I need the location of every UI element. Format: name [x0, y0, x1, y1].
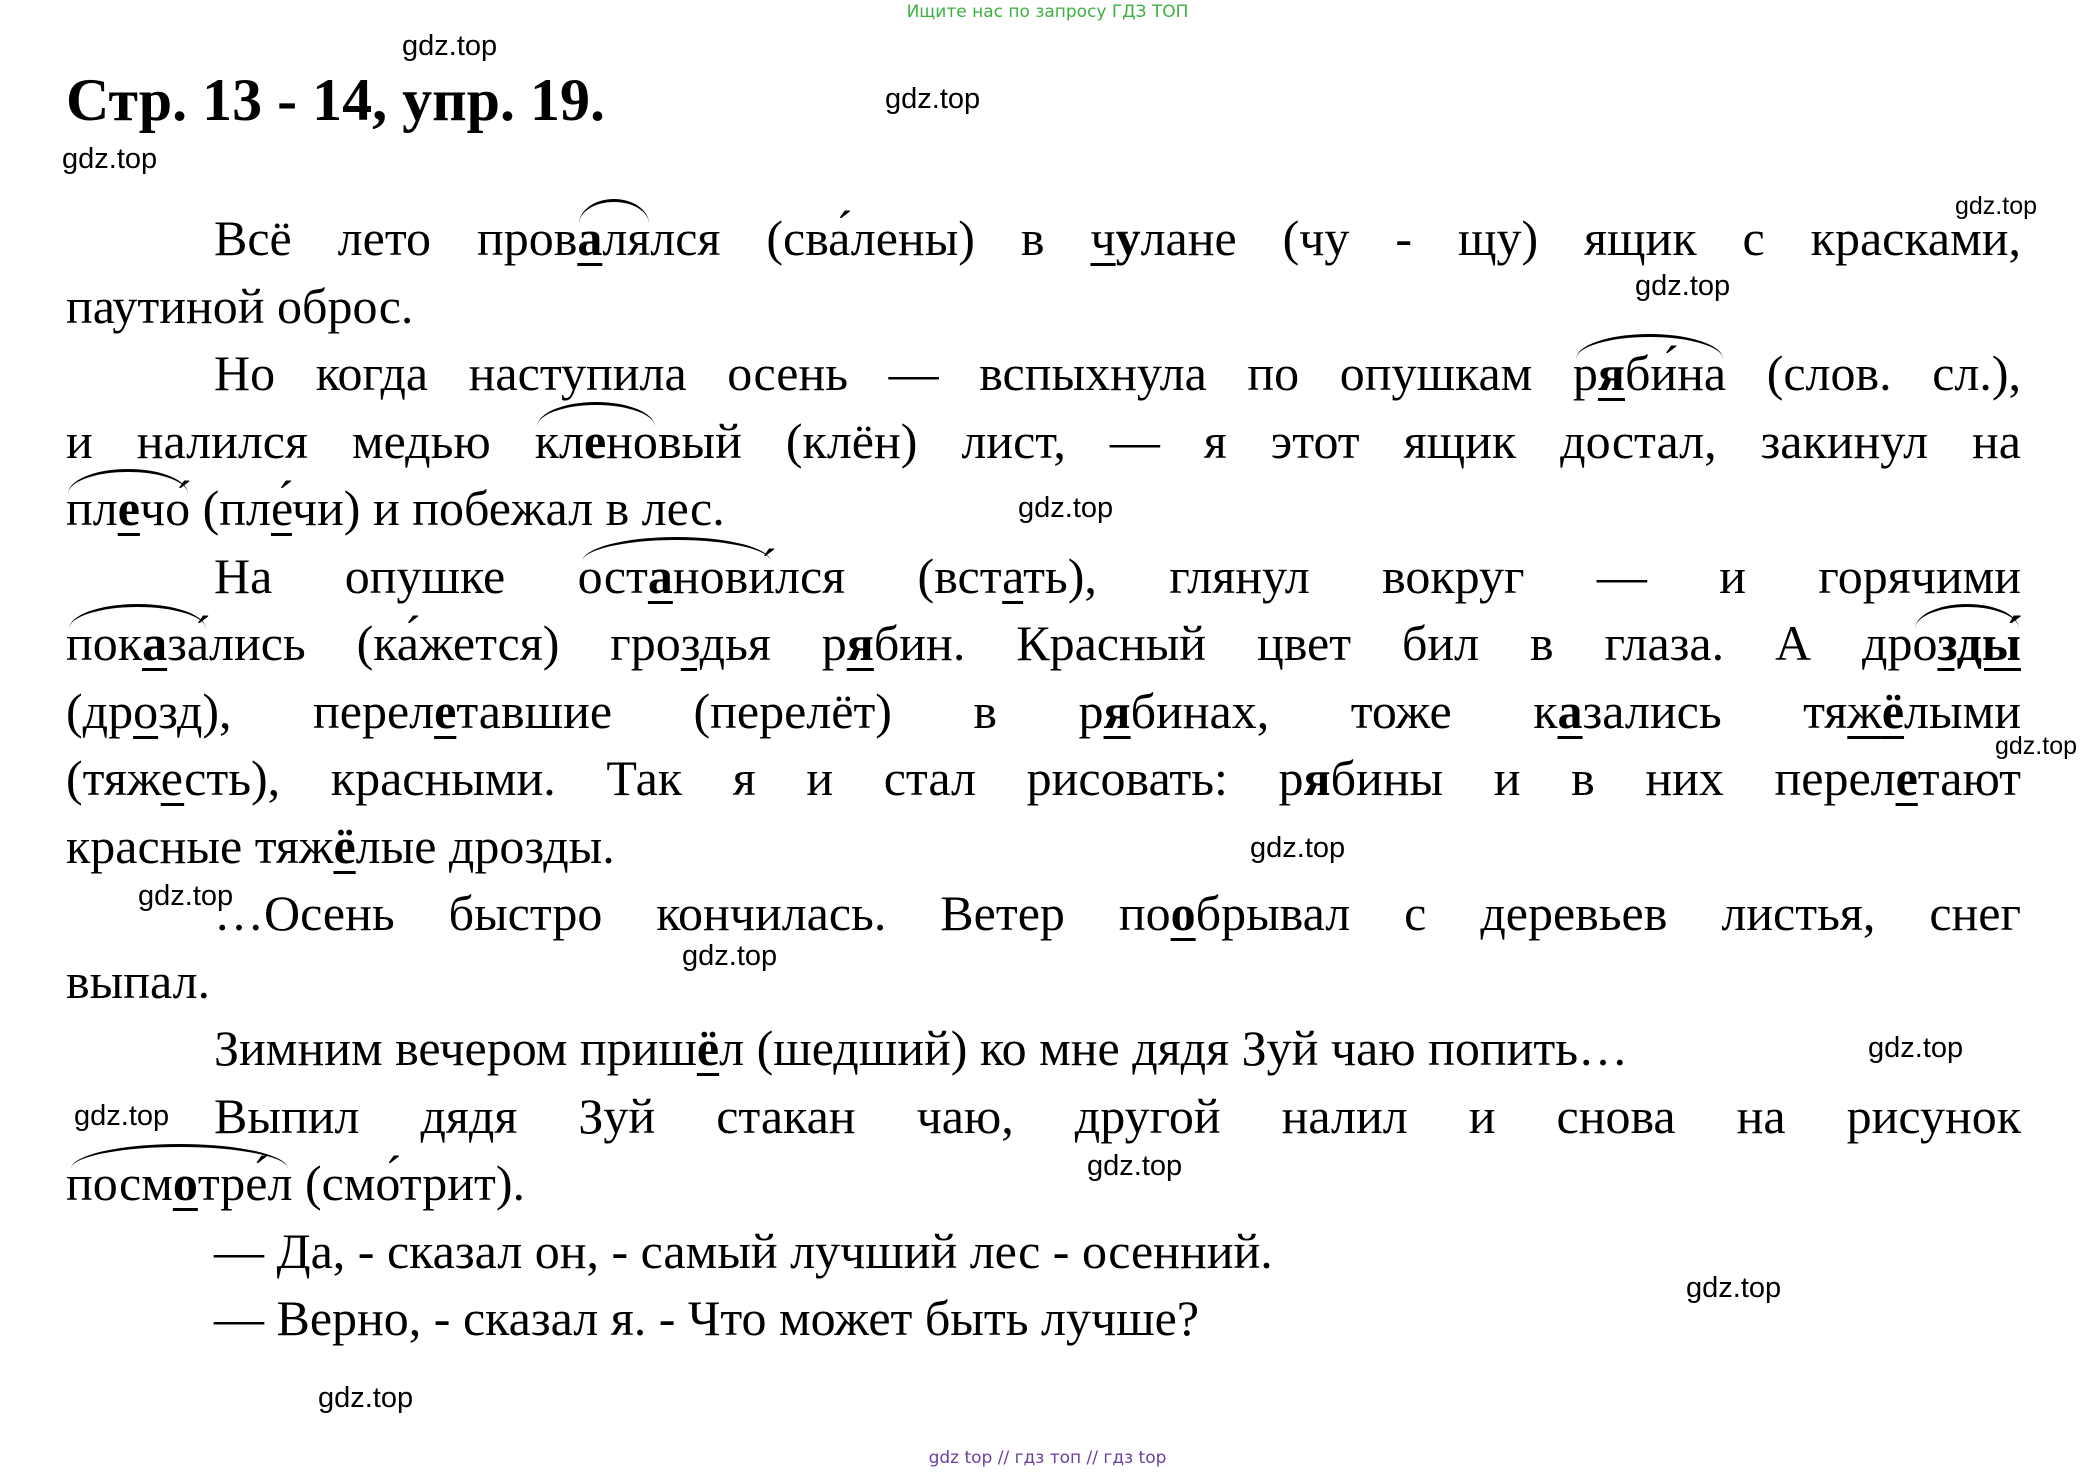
text-line: Но когда наступила осень — вспыхнула по опушкам ряби́на (слов. сл.),	[66, 340, 2021, 408]
exercise-text	[66, 205, 2021, 1353]
watermark: gdz.top	[1250, 832, 1346, 864]
text-line: Выпил дядя Зуй стакан чаю, другой налил и снова на рисунок	[214, 1087, 2021, 1144]
watermark: gdz.top	[74, 1100, 170, 1132]
text-line: показа́лись (ка́жется) гроздья рябин. Красный цвет бил в глаза. А дрозды́	[66, 610, 2021, 678]
watermark: gdz.top	[1995, 732, 2078, 760]
text-line: красные тяжёлые дрозды.	[66, 817, 615, 874]
text-line: Всё лето провалялся (сва́лены) в чулане (чу - щу) ящик с красками,	[66, 205, 2021, 273]
text-line: — Да, - сказал он, - самый лучший лес - осенний.	[214, 1222, 1273, 1279]
watermark: gdz.top	[138, 880, 234, 912]
watermark: gdz.top	[1686, 1272, 1782, 1304]
watermark: gdz.top	[682, 940, 778, 972]
text-line: посмотре́л (смо́трит).	[66, 1150, 2021, 1218]
page-title: Стр. 13 - 14, упр. 19.	[66, 67, 606, 133]
bottom-banner[interactable]: gdz top // гдз топ // гдз top	[928, 1448, 1167, 1468]
text-line: плечо́ (пле́чи) и побежал в лес.	[66, 475, 2021, 543]
text-line: — Верно, - сказал я. - Что может быть лучше?	[214, 1290, 1200, 1346]
watermark: gdz.top	[1018, 492, 1114, 524]
text-line: выпал.	[66, 952, 211, 1009]
watermark: gdz.top	[1955, 192, 2038, 220]
watermark: gdz.top	[1868, 1032, 1964, 1064]
text-line: паутиной оброс.	[66, 277, 414, 334]
text-line: (дрозд), перелетавшие (перелёт) в рябинах, тоже казались тяжёлыми	[66, 682, 2021, 739]
text-line: Зимним вечером пришёл (шедший) ко мне дядя Зуй чаю попить…	[214, 1020, 1629, 1076]
watermark: gdz.top	[62, 143, 158, 175]
top-banner[interactable]: Ищите нас по запросу ГДЗ ТОП	[906, 2, 1189, 22]
watermark: gdz.top	[318, 1382, 414, 1414]
watermark: gdz.top	[885, 83, 981, 115]
text-line: (тяжесть), красными. Так я и стал рисовать: рябины и в них перелетают	[66, 750, 2021, 806]
text-line: На опушке останови́лся (встать), глянул вокруг — и горячими	[66, 543, 2021, 611]
watermark: gdz.top	[402, 30, 498, 62]
watermark: gdz.top	[1635, 270, 1731, 302]
text-line: …Осень быстро кончилась. Ветер пообрывал с деревьев листья, снег	[214, 885, 2021, 941]
text-line: и налился медью кленовый (клён) лист, — я этот ящик достал, закинул на	[66, 408, 2021, 476]
watermark: gdz.top	[1087, 1150, 1183, 1182]
